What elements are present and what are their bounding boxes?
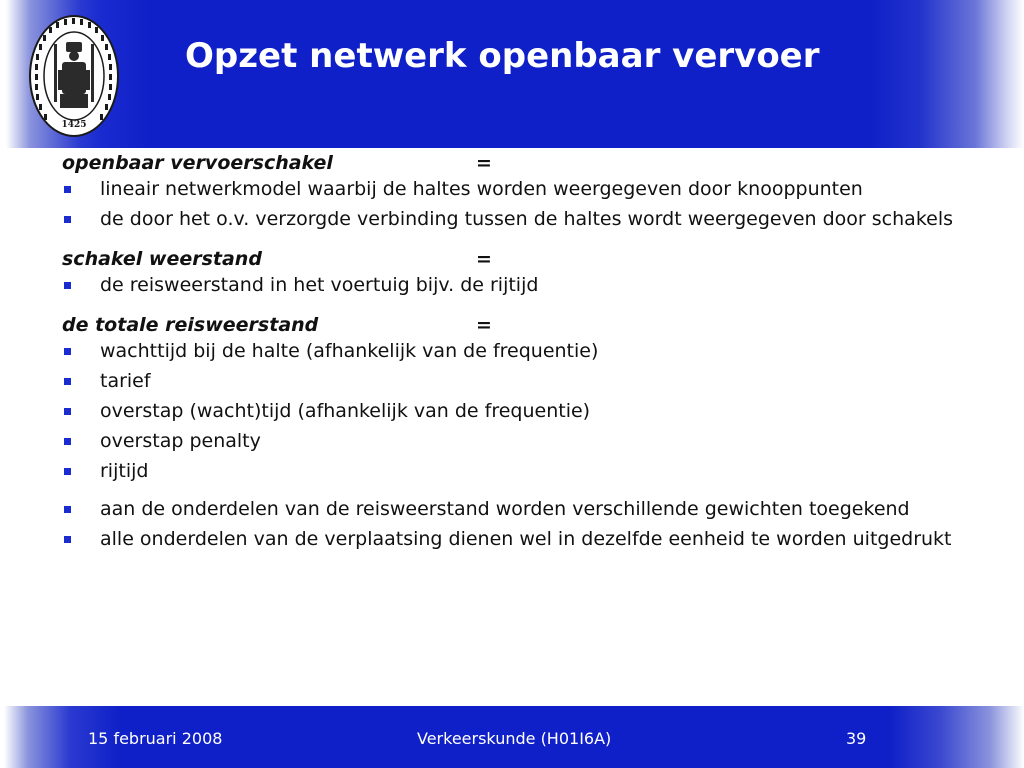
footer-date: 15 februari 2008 — [88, 729, 223, 748]
bullet-list — [62, 178, 962, 231]
footer-course: Verkeerskunde (H01I6A) — [417, 729, 612, 748]
list-item — [62, 208, 962, 231]
square-bullet-icon — [64, 378, 71, 385]
seal-year: 1425 — [61, 120, 87, 130]
header-band — [0, 0, 1024, 148]
square-bullet-icon — [64, 536, 71, 543]
bullet-text: lineair netwerkmodel waarbij de haltes worden weergegeven door knooppunten — [100, 178, 863, 200]
list-item — [62, 430, 962, 453]
bullet-list — [62, 340, 962, 483]
list-item — [62, 274, 962, 297]
list-item — [62, 178, 962, 201]
square-bullet-icon — [64, 348, 71, 355]
bullet-text: tarief — [100, 370, 151, 392]
term-label: schakel weerstand — [62, 248, 262, 270]
square-bullet-icon — [64, 282, 71, 289]
list-item — [62, 460, 962, 483]
square-bullet-icon — [64, 438, 71, 445]
equals-sign: = — [476, 314, 492, 336]
closing-bullet-list — [62, 498, 962, 551]
bullet-text: wachttijd bij de halte (afhankelijk van de frequentie) — [100, 340, 599, 362]
bullet-text: alle onderdelen van de verplaatsing dienen wel in dezelfde eenheid te worden uitgedrukt — [100, 528, 952, 550]
square-bullet-icon — [64, 506, 71, 513]
list-item — [62, 498, 962, 521]
footer-band — [0, 706, 1024, 768]
slide-title: Opzet netwerk openbaar vervoer — [185, 36, 820, 76]
bullet-text: overstap (wacht)tijd (afhankelijk van de frequentie) — [100, 400, 591, 422]
list-item — [62, 370, 962, 393]
square-bullet-icon — [64, 408, 71, 415]
university-seal-icon — [28, 14, 120, 138]
term-row-schakel-weerstand — [62, 248, 962, 274]
bullet-text: rijtijd — [100, 460, 149, 482]
square-bullet-icon — [64, 468, 71, 475]
bullet-text: aan de onderdelen van de reisweerstand worden verschillende gewichten toegekend — [100, 498, 910, 520]
bullet-list — [62, 274, 962, 297]
square-bullet-icon — [64, 186, 71, 193]
bullet-text: de reisweerstand in het voertuig bijv. de rijtijd — [100, 274, 539, 296]
equals-sign: = — [476, 152, 492, 174]
term-row-vervoerschakel — [62, 152, 962, 178]
bullet-text: de door het o.v. verzorgde verbinding tussen de haltes wordt weergegeven door schakels — [100, 208, 954, 230]
slide-content — [62, 152, 962, 558]
term-label: de totale reisweerstand — [62, 314, 319, 336]
square-bullet-icon — [64, 216, 71, 223]
equals-sign: = — [476, 248, 492, 270]
list-item — [62, 400, 962, 423]
bullet-text: overstap penalty — [100, 430, 261, 452]
list-item — [62, 528, 962, 551]
footer-page-number: 39 — [846, 729, 867, 748]
list-item — [62, 340, 962, 363]
term-row-totale-reisweerstand — [62, 314, 962, 340]
term-label: openbaar vervoerschakel — [62, 152, 333, 174]
